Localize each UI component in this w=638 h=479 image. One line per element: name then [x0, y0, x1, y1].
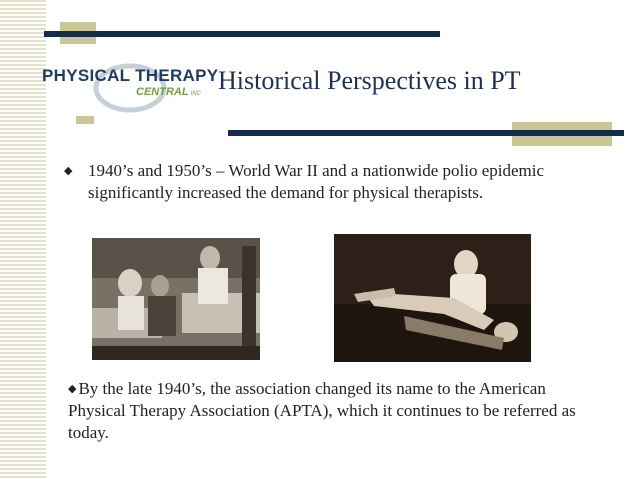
slide-title: Historical Perspectives in PT [218, 66, 521, 95]
logo-line-1: PHYSICAL THERAPY [42, 66, 219, 85]
bottom-divider-line [228, 130, 624, 136]
diamond-bullet-icon: ◆ [68, 383, 77, 395]
accent-square [76, 116, 94, 124]
company-logo [38, 62, 218, 114]
top-divider-line [44, 31, 440, 37]
therapists-treating-patients-photo [92, 238, 260, 360]
bullet-item [68, 378, 598, 444]
logo-line-2: CENTRAL INC [136, 86, 201, 98]
therapist-stretching-patient-photo [334, 234, 531, 362]
bullet-text: 1940’s and 1950’s – World War II and a nationwide polio epidemic significantly increased the demand for physical therapists. [88, 161, 545, 202]
diamond-bullet-icon: ◆ [64, 165, 73, 177]
bullet-item [64, 160, 564, 204]
bullet-text: By the late 1940’s, the association changed its name to the American Physical Therapy Association (APTA), which it continues to be referred as today. [68, 379, 576, 442]
